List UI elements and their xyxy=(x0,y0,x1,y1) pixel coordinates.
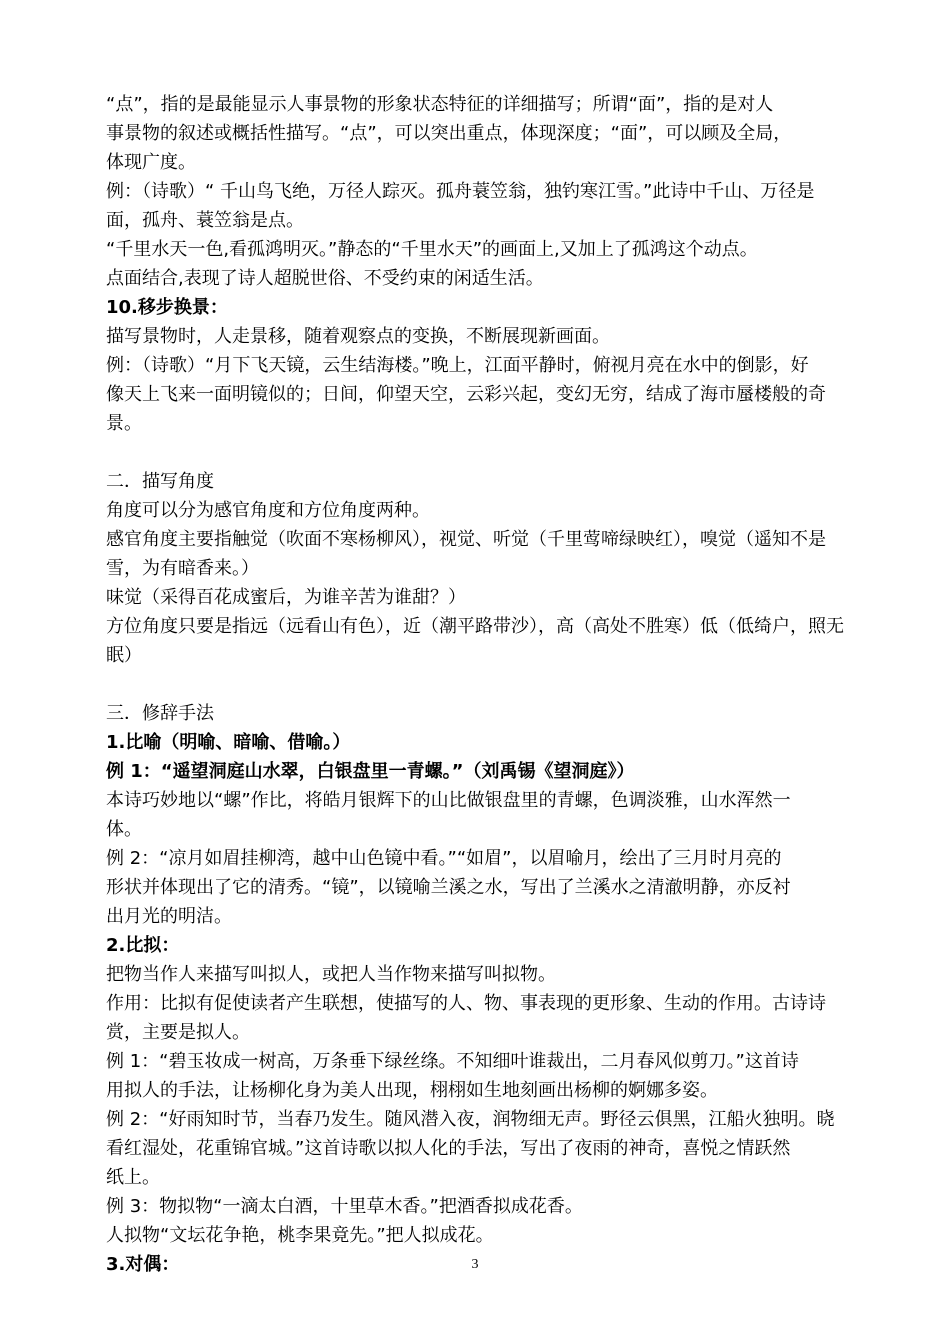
moving-scene-line-4: 景。 xyxy=(106,413,142,434)
point-area-line-1: “点”，指的是最能显示人事景物的形象状态特征的详细描写；所谓“面”，指的是对人 xyxy=(106,94,774,115)
angles-line-2: 感官角度主要指触觉（吹面不寒杨柳风），视觉、听觉（千里莺啼绿映红），嗅觉（遥知不是 xyxy=(106,529,826,550)
metaphor-line-5: 形状并体现出了它的清秀。“镜”，以镜喻兰溪之水，写出了兰溪水之清澈明静，亦反衬 xyxy=(106,877,791,898)
point-area-line-6: “千里水天一色,看孤鸿明灭。”静态的“千里水天”的画面上,又加上了孤鸿这个动点。 xyxy=(106,239,758,260)
metaphor-line-2: 本诗巧妙地以“螺”作比，将皓月银辉下的山比做银盘里的青螺，色调淡雅，山水浑然一 xyxy=(106,790,791,811)
subheading-personification: 2.比拟： xyxy=(106,935,180,956)
metaphor-line-6: 出月光的明洁。 xyxy=(106,906,232,927)
angles-line-5: 方位角度只要是指远（远看山有色），近（潮平路带沙），高（高处不胜寒）低（低绮户，照无 xyxy=(106,616,844,637)
metaphor-line-3: 体。 xyxy=(106,819,142,840)
metaphor-line-1: 例 1：“遥望洞庭山水翠，白银盘里一青螺。”（刘禹锡《望洞庭》） xyxy=(106,761,635,782)
personification-line-6: 例 2：“好雨知时节，当春乃发生。随风潜入夜，润物细无声。野径云俱黑，江船火独明。晓 xyxy=(106,1109,835,1130)
point-area-line-5: 面，孤舟、蓑笠翁是点。 xyxy=(106,210,304,231)
point-area-line-3: 体现广度。 xyxy=(106,152,196,173)
section-heading-rhetoric: 三．修辞手法 xyxy=(106,703,214,724)
blank-line xyxy=(106,670,854,699)
personification-line-3: 赏，主要是拟人。 xyxy=(106,1022,250,1043)
metaphor-line-4: 例 2：“凉月如眉挂柳湾，越中山色镜中看。”“如眉”，以眉喻月，绘出了三月时月亮的 xyxy=(106,848,782,869)
moving-scene-line-2: 例：（诗歌）“月下飞天镜，云生结海楼。”晚上，江面平静时，俯视月亮在水中的倒影，好 xyxy=(106,355,809,376)
point-area-line-7: 点面结合,表现了诗人超脱世俗、不受约束的闲适生活。 xyxy=(106,268,544,289)
point-area-line-2: 事景物的叙述或概括性描写。“点”，可以突出重点，体现深度；“面”，可以顾及全局， xyxy=(106,123,792,144)
angles-line-3: 雪，为有暗香来。） xyxy=(106,558,259,579)
personification-line-10: 人拟物“文坛花争艳，桃李果竟先。”把人拟成花。 xyxy=(106,1225,494,1246)
subheading-antithesis: 3.对偶： xyxy=(106,1254,180,1275)
moving-scene-line-1: 描写景物时，人走景移，随着观察点的变换，不断展现新画面。 xyxy=(106,326,610,347)
personification-line-5: 用拟人的手法，让杨柳化身为美人出现，栩栩如生地刻画出杨柳的婀娜多姿。 xyxy=(106,1080,718,1101)
section-heading-moving-scene: 10.移步换景： xyxy=(106,297,228,318)
section-heading-angles: 二．描写角度 xyxy=(106,471,214,492)
blank-line xyxy=(106,438,854,467)
point-area-line-4: 例：（诗歌）“ 千山鸟飞绝，万径人踪灭。孤舟蓑笠翁，独钓寒江雪。”此诗中千山、万径是 xyxy=(106,181,815,202)
document-body xyxy=(106,90,854,1279)
subheading-metaphor: 1.比喻（明喻、暗喻、借喻。） xyxy=(106,732,351,753)
angles-line-6: 眠） xyxy=(106,645,142,666)
page-number: 3 xyxy=(471,1257,479,1272)
personification-line-7: 看红湿处，花重锦官城。”这首诗歌以拟人化的手法，写出了夜雨的神奇，喜悦之情跃然 xyxy=(106,1138,791,1159)
moving-scene-line-3: 像天上飞来一面明镜似的；日间，仰望天空，云彩兴起，变幻无穷，结成了海市蜃楼般的奇 xyxy=(106,384,826,405)
angles-line-4: 味觉（采得百花成蜜后，为谁辛苦为谁甜？） xyxy=(106,587,466,608)
angles-line-1: 角度可以分为感官角度和方位角度两种。 xyxy=(106,500,430,521)
personification-line-4: 例 1：“碧玉妆成一树高，万条垂下绿丝绦。不知细叶谁裁出，二月春风似剪刀。”这首诗 xyxy=(106,1051,799,1072)
personification-line-2: 作用：比拟有促使读者产生联想，使描写的人、物、事表现的更形象、生动的作用。古诗诗 xyxy=(106,993,826,1014)
personification-line-9: 例 3：物拟物“一滴太白酒，十里草木香。”把酒香拟成花香。 xyxy=(106,1196,583,1217)
personification-line-1: 把物当作人来描写叫拟人，或把人当作物来描写叫拟物。 xyxy=(106,964,556,985)
personification-line-8: 纸上。 xyxy=(106,1167,160,1188)
